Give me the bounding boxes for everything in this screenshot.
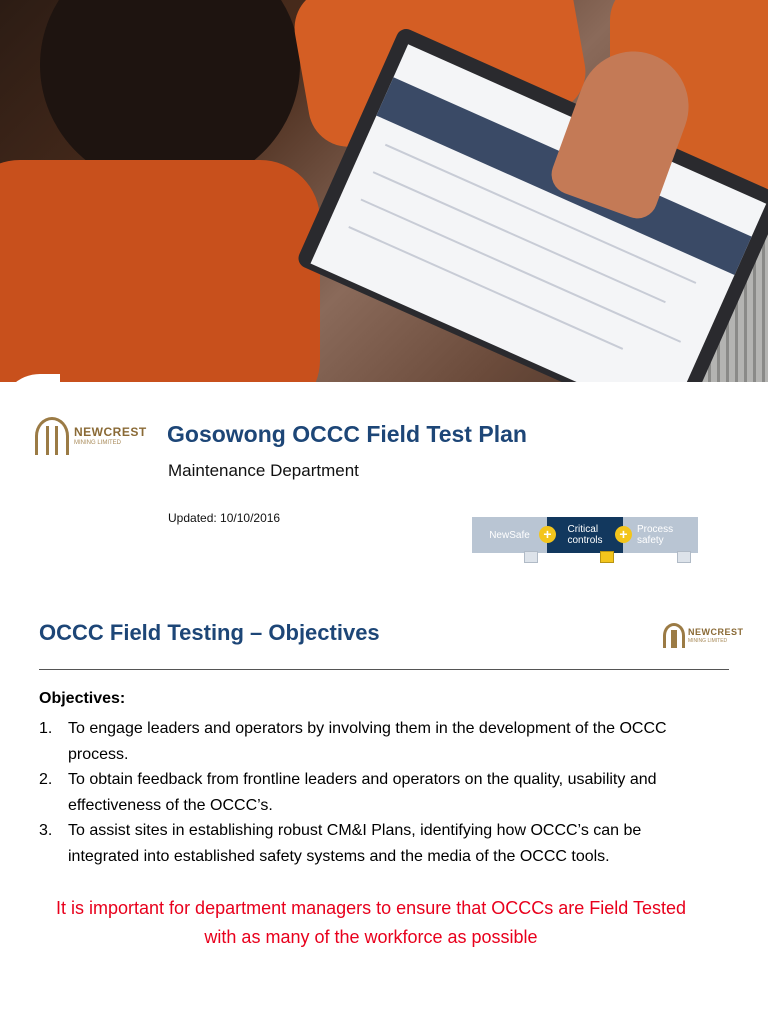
- ribbon-critical-label-2: controls: [567, 535, 603, 546]
- newcrest-logo-small: [663, 623, 744, 648]
- newcrest-logo: [35, 417, 147, 455]
- ribbon-newsafe: [472, 517, 547, 553]
- objective-item: [39, 716, 709, 767]
- ribbon-critical-label-1: Critical: [567, 524, 599, 535]
- title-divider: [39, 669, 729, 670]
- cover-title: Gosowong OCCC Field Test Plan: [167, 421, 527, 447]
- objective-text: To assist sites in establishing robust CM&I Plans, identifying how OCCC’s can be integrated into established safety systems and the media of the OCCC tools.: [68, 822, 642, 865]
- critical-controls-small-icon: [600, 551, 614, 563]
- ribbon-process-label-2: safety: [637, 535, 664, 546]
- objective-item: [39, 767, 709, 818]
- objective-text: To obtain feedback from frontline leaders and operators on the quality, usability and effectiveness of the OCCC’s.: [68, 771, 657, 814]
- objectives-heading: Objectives:: [39, 690, 126, 707]
- objectives-list: [39, 716, 709, 869]
- sheet-row: [348, 226, 623, 350]
- hero-photo: [0, 0, 768, 382]
- objective-number: 1.: [39, 720, 53, 737]
- logo-name: NEWCREST: [74, 425, 147, 439]
- newcrest-emblem-icon: [35, 417, 69, 455]
- logo-tagline: MINING LIMITED: [688, 637, 728, 644]
- plus-icon: +: [615, 526, 632, 543]
- plus-icon: +: [539, 526, 556, 543]
- worker-vest-left: [0, 160, 320, 382]
- hero-curve: [0, 382, 768, 422]
- newsafe-small-icon: [524, 551, 538, 563]
- ribbon-process-safety: [623, 517, 698, 553]
- cover-subtitle: Maintenance Department: [168, 461, 359, 480]
- ribbon-critical-controls: [547, 517, 623, 553]
- logo-tagline: MINING LIMITED: [74, 440, 122, 446]
- ribbon-process-label-1: Process: [637, 524, 674, 535]
- slide-title: OCCC Field Testing – Objectives: [39, 620, 380, 645]
- important-note: It is important for department managers to ensure that OCCCs are Field Tested with as many of the workforce as possible: [56, 898, 686, 947]
- safety-ribbon: [472, 517, 698, 561]
- objective-number: 3.: [39, 822, 53, 839]
- logo-name: NEWCREST: [688, 626, 744, 637]
- newcrest-emblem-icon: [663, 623, 685, 648]
- updated-date: Updated: 10/10/2016: [168, 511, 281, 525]
- ribbon-newsafe-label: NewSafe: [489, 529, 530, 541]
- process-safety-small-icon: [677, 551, 691, 563]
- objective-number: 2.: [39, 771, 53, 788]
- objective-text: To engage leaders and operators by involving them in the development of the OCCC process.: [68, 720, 667, 763]
- objective-item: [39, 818, 709, 869]
